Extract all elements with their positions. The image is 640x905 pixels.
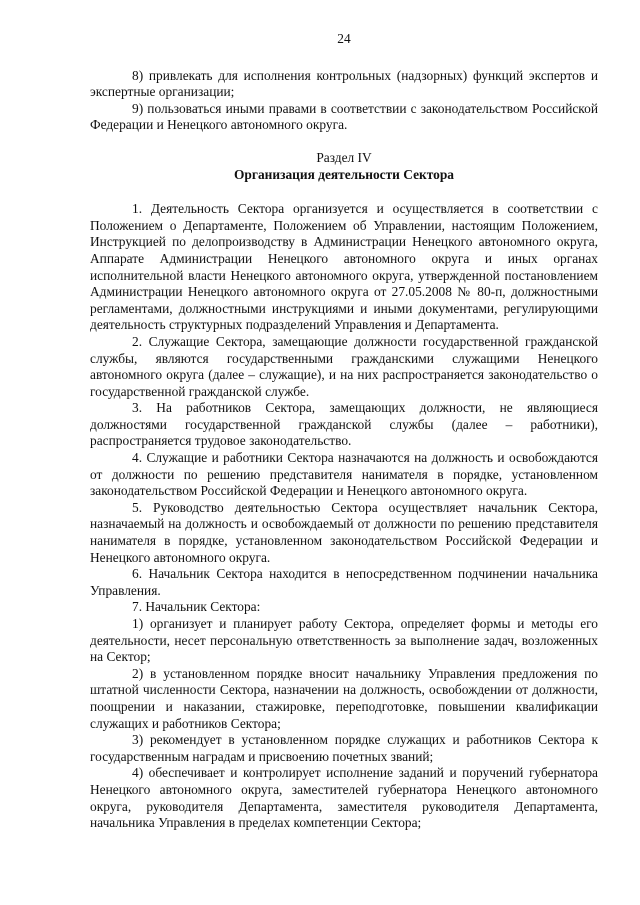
- paragraph-item-8: 8) привлекать для исполнения контрольных (надзорных) функций экспертов и экспертные организации;: [90, 67, 598, 100]
- paragraph-7-2: 2) в установленном порядке вносит начальнику Управления предложения по штатной численности Сектора, назначении на должность, освобождении от должности, поощрении и наказании, стажировке, переподготовке, повышении квалификации служащих и работников Сектора;: [90, 665, 598, 731]
- paragraph-7-3: 3) рекомендует в установленном порядке служащих и работников Сектора к государственным наградам и присвоению почетных званий;: [90, 732, 598, 764]
- paragraph-7-4: 4) обеспечивает и контролирует исполнение заданий и поручений губернатора Ненецкого автономного округа, заместителей губернатора Ненецкого автономного округа, руководителя Департамента, заместителя руководителя Департамента, начальника Управления в пределах компетенции Сектора;: [90, 765, 598, 831]
- paragraph-7-1: 1) организует и планирует работу Сектора, определяет формы и методы его деятельности, несет персональную ответственность за выполнение задач, возложенных на Сектор;: [90, 616, 598, 665]
- paragraph-3: 3. На работников Сектора, замещающих должности, не являющиеся должностями государственной гражданской службы (далее – работники), распространяется трудовое законодательство.: [90, 400, 598, 449]
- page-number: 24: [337, 31, 351, 46]
- paragraph-7: 7. Начальник Сектора:: [132, 599, 261, 615]
- paragraph-1: 1. Деятельность Сектора организуется и осуществляется в соответствии с Положением о Департаменте, Положением об Управлении, настоящим Положением, Инструкцией по делопроизводству в Администрации Ненецкого автономного округа, Аппарате Администрации Ненецкого автономного округа и иных органах исполнительной власти Ненецкого автономного округа, утвержденной постановлением Администрации Ненецкого автономного округа от 27.05.2008 № 80-п, должностными регламентами, должностными инструкциями и иными документами, регулирующими деятельность структурных подразделений Управления и Департамента.: [90, 201, 598, 333]
- paragraph-5: 5. Руководство деятельностью Сектора осуществляет начальник Сектора, назначаемый на должность и освобождаемый от должности по решению представителя нанимателя в порядке, установленном законодательством Российской Федерации и Ненецкого автономного округа.: [90, 499, 598, 565]
- paragraph-4: 4. Служащие и работники Сектора назначаются на должность и освобождаются от должности по решению представителя нанимателя в порядке, установленном законодательством Российской Федерации и Ненецкого автономного округа.: [90, 450, 598, 499]
- section-title: Организация деятельности Сектора: [234, 166, 454, 182]
- paragraph-2: 2. Служащие Сектора, замещающие должности государственной гражданской службы, являются государственными гражданскими служащими Ненецкого автономного округа (далее – служащие), и на них распространяется законодательство о государственной гражданской службе.: [90, 333, 598, 399]
- paragraph-item-9: 9) пользоваться иными правами в соответствии с законодательством Российской Федерации и Ненецкого автономного округа.: [90, 100, 598, 133]
- section-label: Раздел IV: [316, 149, 372, 165]
- paragraph-6: 6. Начальник Сектора находится в непосредственном подчинении начальника Управления.: [90, 566, 598, 598]
